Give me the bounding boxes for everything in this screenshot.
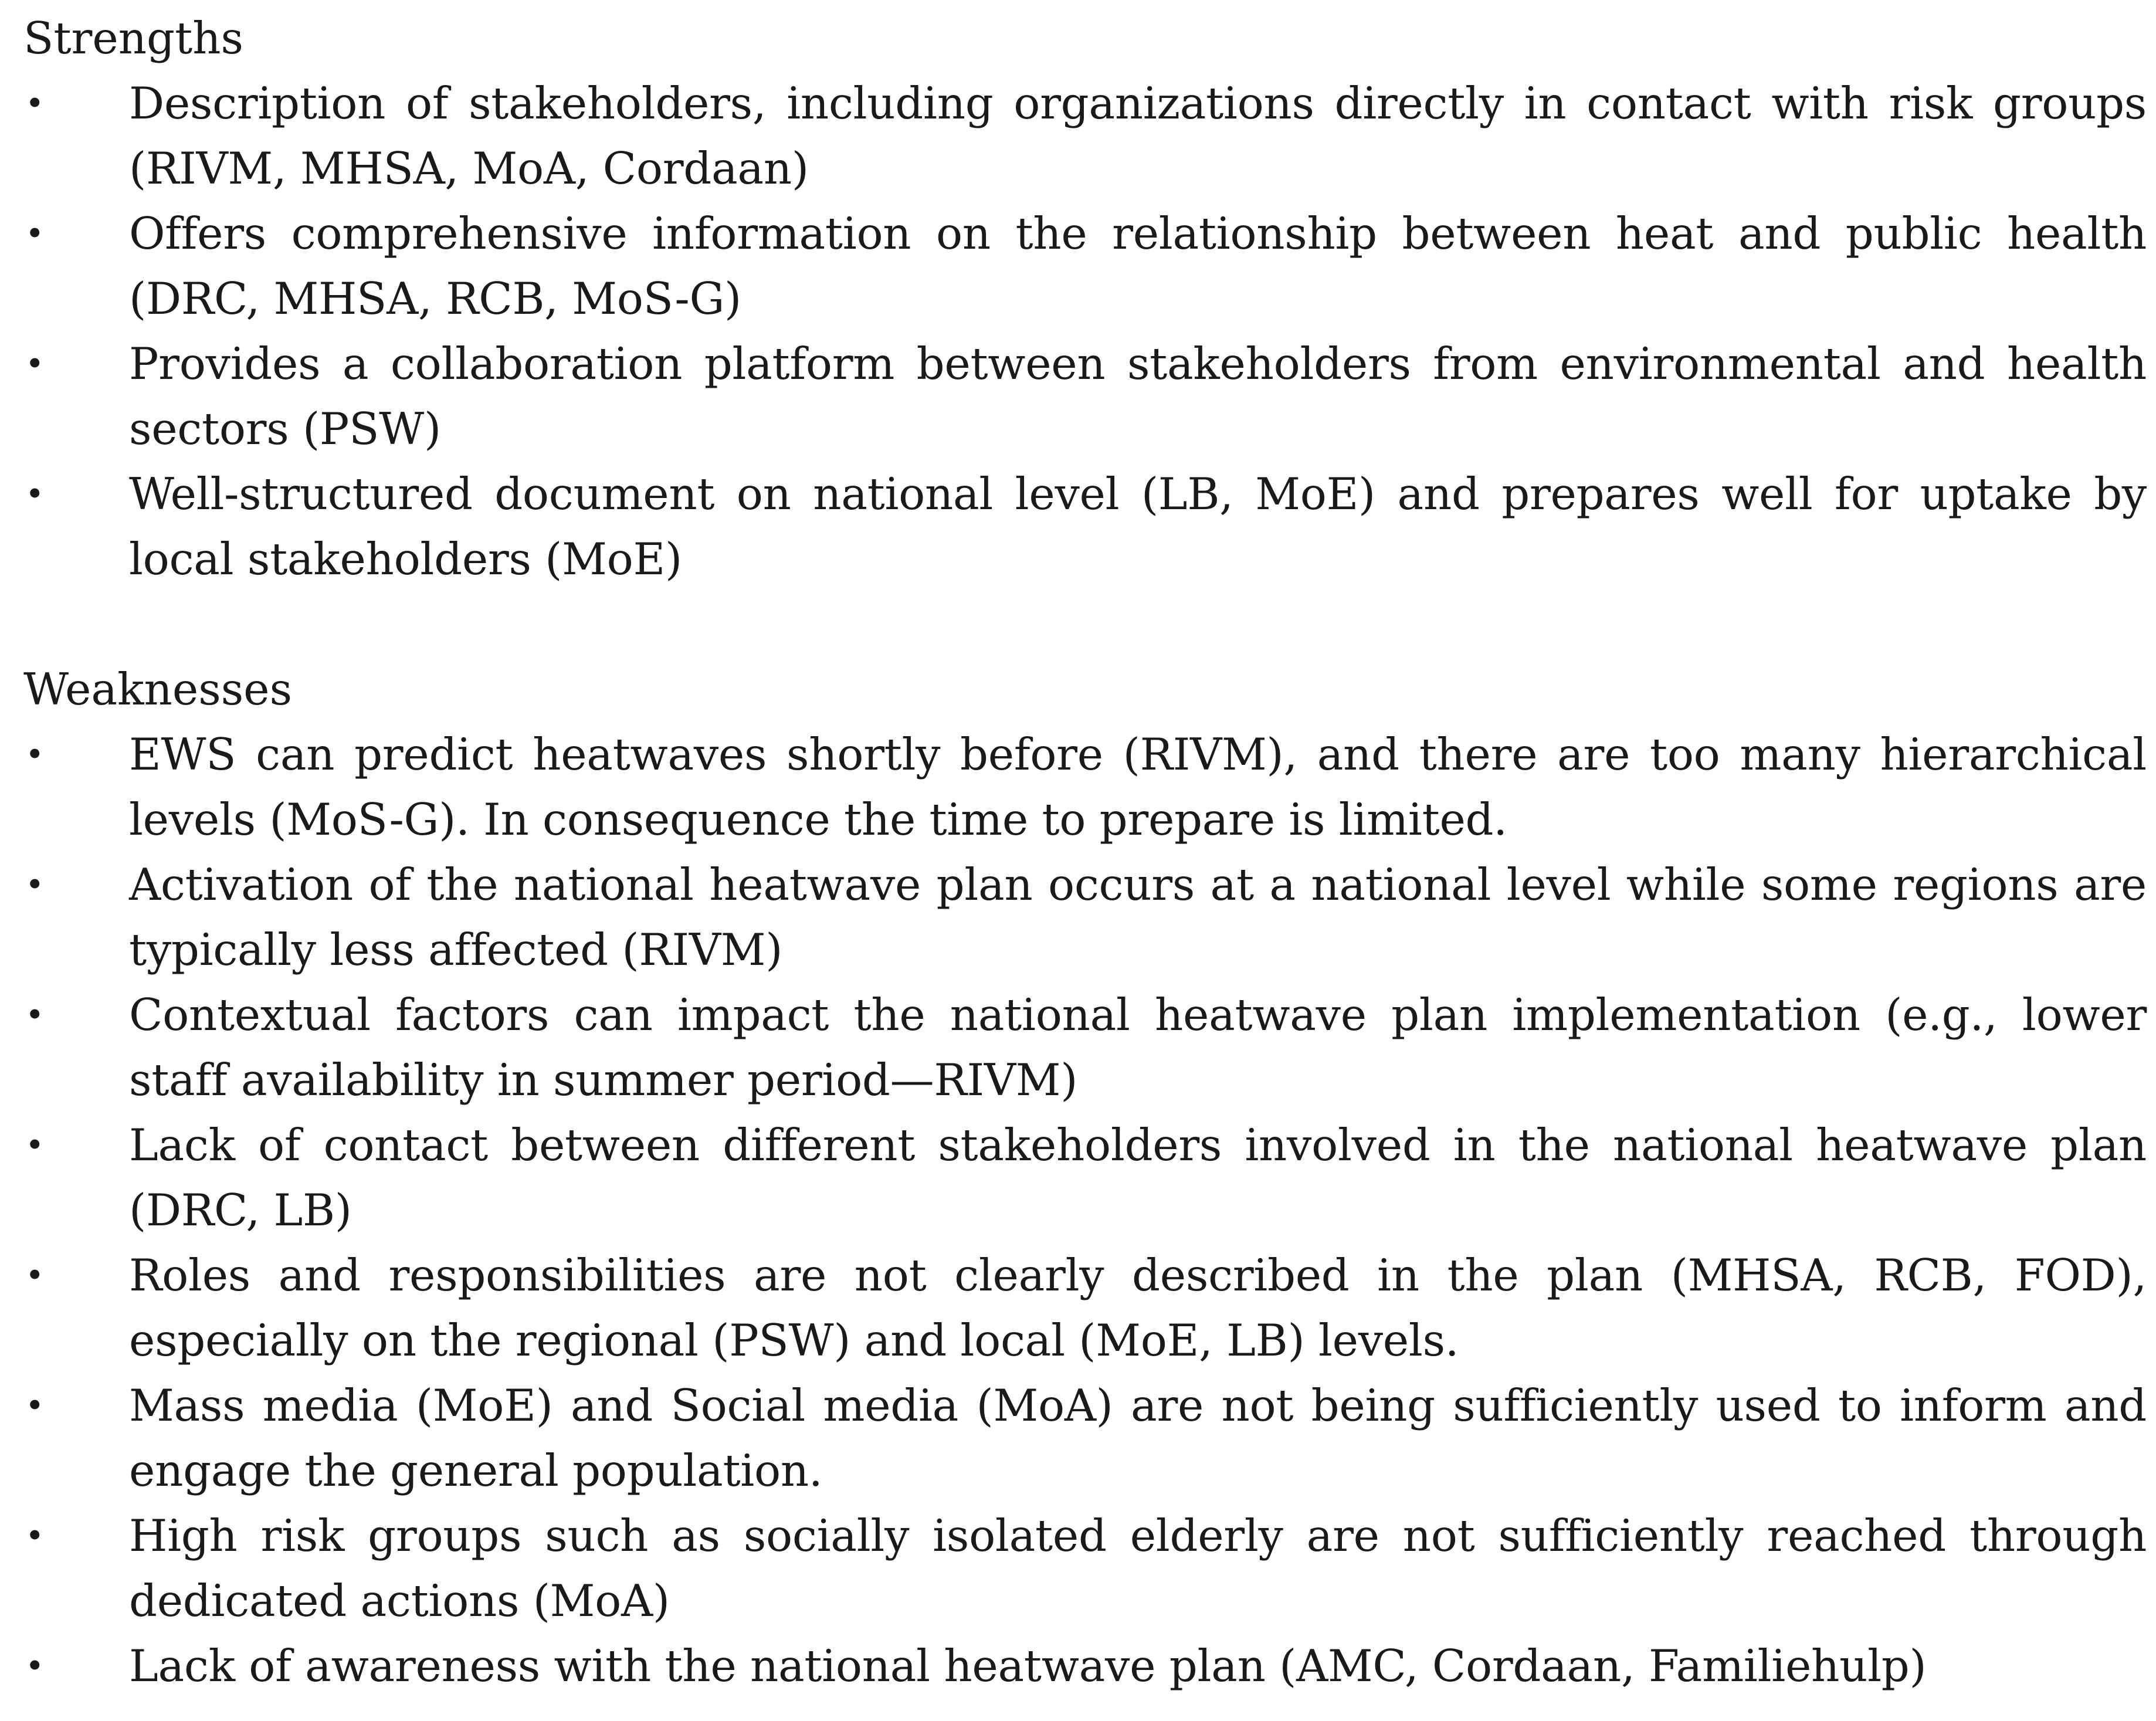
list-item bbox=[23, 983, 2147, 1113]
bullet-icon: • bbox=[25, 1647, 45, 1685]
weaknesses-list bbox=[23, 722, 2147, 1699]
bullet-icon: • bbox=[25, 215, 45, 252]
list-item bbox=[23, 331, 2147, 462]
list-item bbox=[23, 462, 2147, 592]
section-spacer bbox=[23, 592, 2147, 657]
list-item-text: Activation of the national heatwave plan occurs at a national level while some regions are typically less affected (RIVM) bbox=[129, 859, 2147, 975]
bullet-icon: • bbox=[25, 1517, 45, 1554]
bullet-icon: • bbox=[25, 1126, 45, 1164]
list-item-text: High risk groups such as socially isolated elderly are not sufficiently reached through dedicated actions (MoA) bbox=[129, 1510, 2147, 1627]
strengths-list bbox=[23, 71, 2147, 592]
list-item-text: Well-structured document on national level (LB, MoE) and prepares well for uptake by local stakeholders (MoE) bbox=[129, 468, 2147, 585]
weaknesses-heading: Weaknesses bbox=[23, 663, 293, 715]
list-item bbox=[23, 722, 2147, 852]
list-item-text: Roles and responsibilities are not clearly described in the plan (MHSA, RCB, FOD), especially on the regional (PSW) and local (MoE, LB) levels. bbox=[129, 1249, 2147, 1366]
bullet-icon: • bbox=[25, 736, 45, 773]
list-item-text: Contextual factors can impact the national heatwave plan implementation (e.g., lower staff availability in summer period—RIVM) bbox=[129, 989, 2147, 1106]
list-item bbox=[23, 1113, 2147, 1243]
list-item bbox=[23, 1634, 2147, 1699]
list-item bbox=[23, 852, 2147, 983]
list-item bbox=[23, 1373, 2147, 1503]
bullet-icon: • bbox=[25, 866, 45, 903]
list-item-text: EWS can predict heatwaves shortly before (RIVM), and there are too many hierarchical levels (MoS-G). In consequence the time to prepare is limited. bbox=[129, 729, 2147, 845]
list-item-text: Provides a collaboration platform between stakeholders from environmental and health sectors (PSW) bbox=[129, 338, 2147, 455]
bullet-icon: • bbox=[25, 475, 45, 513]
list-item bbox=[23, 201, 2147, 331]
bullet-icon: • bbox=[25, 996, 45, 1034]
document-page bbox=[23, 6, 2147, 1699]
list-item-text: Description of stakeholders, including organizations directly in contact with risk groups (RIVM, MHSA, MoA, Cordaan) bbox=[129, 77, 2147, 194]
strengths-heading: Strengths bbox=[23, 12, 243, 64]
list-item-text: Offers comprehensive information on the relationship between heat and public health (DRC, MHSA, RCB, MoS-G) bbox=[129, 208, 2147, 324]
list-item-text: Mass media (MoE) and Social media (MoA) are not being sufficiently used to inform and engage the general population. bbox=[129, 1380, 2147, 1496]
weaknesses-section bbox=[23, 657, 2147, 1699]
bullet-icon: • bbox=[25, 84, 45, 122]
list-item bbox=[23, 71, 2147, 201]
bullet-icon: • bbox=[25, 345, 45, 382]
list-item bbox=[23, 1503, 2147, 1634]
bullet-icon: • bbox=[25, 1387, 45, 1424]
list-item-text: Lack of contact between different stakeholders involved in the national heatwave plan (DRC, LB) bbox=[129, 1119, 2147, 1236]
list-item bbox=[23, 1243, 2147, 1373]
list-item-text: Lack of awareness with the national heatwave plan (AMC, Cordaan, Familiehulp) bbox=[129, 1640, 1927, 1692]
strengths-section bbox=[23, 6, 2147, 592]
bullet-icon: • bbox=[25, 1256, 45, 1294]
